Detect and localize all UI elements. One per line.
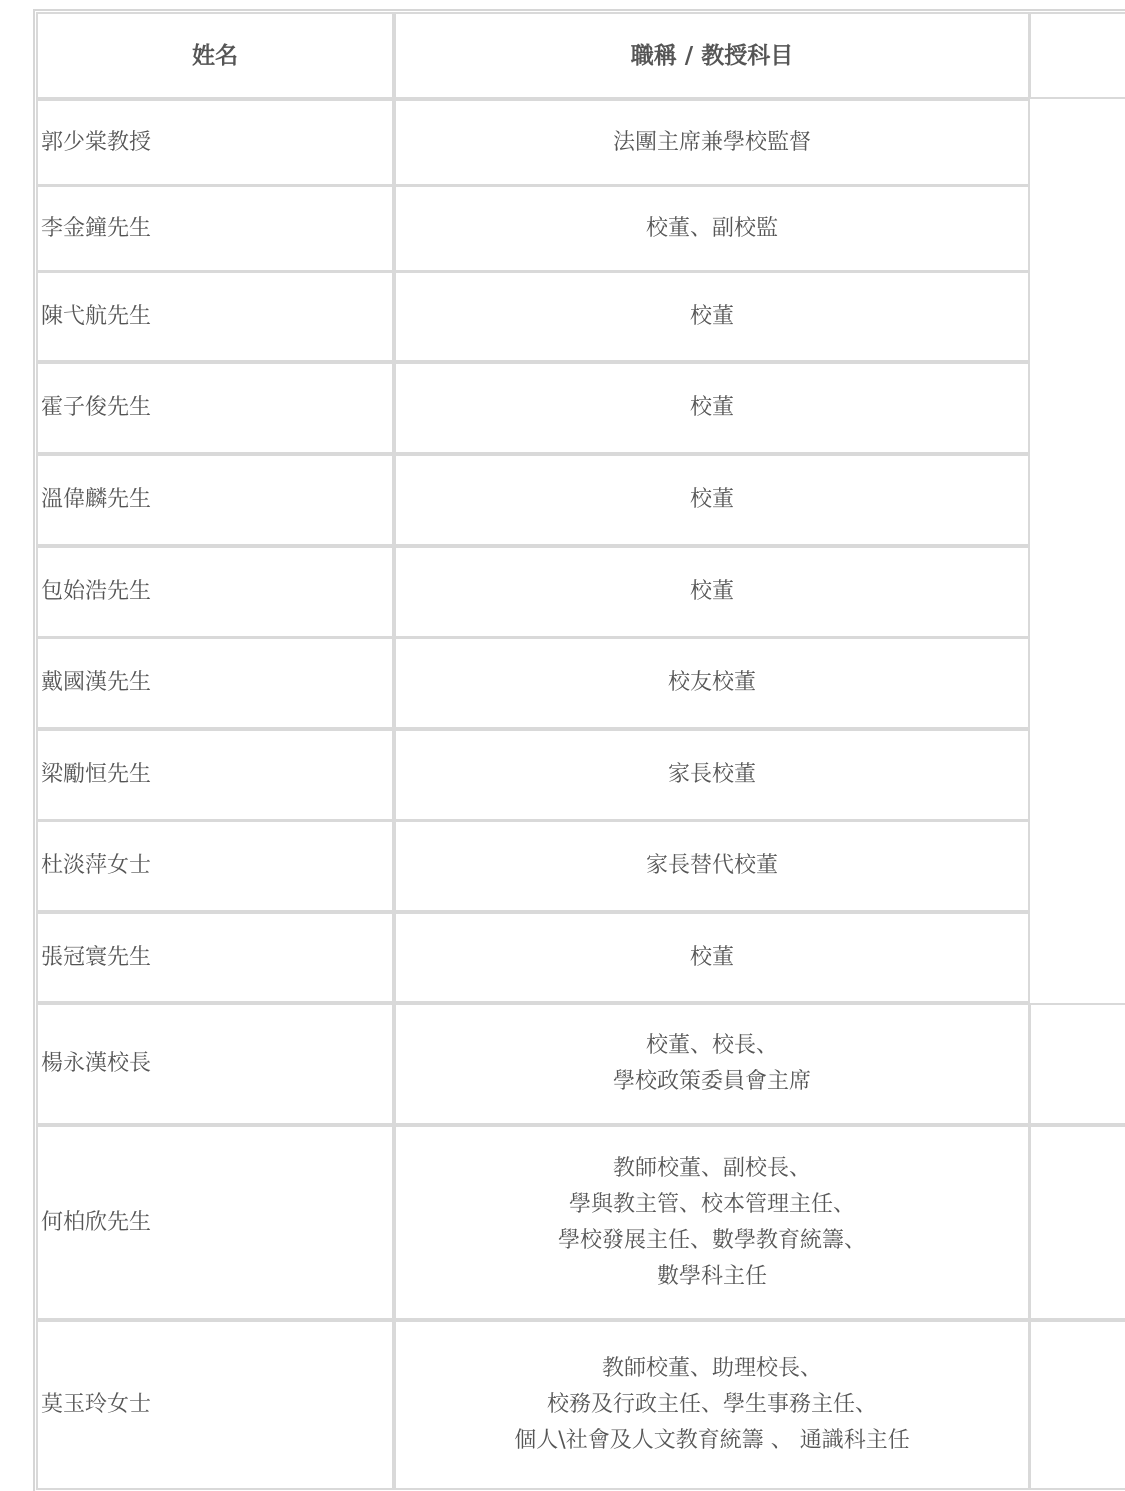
table-row-name-cell (36, 820, 394, 912)
title-line: 校友校董 (667, 670, 756, 695)
title-line: 家長替代校董 (645, 853, 778, 878)
title-line: 教師校董、副校長、 (612, 1155, 811, 1181)
table-row-title-cell (394, 637, 1030, 729)
title-lines (613, 125, 811, 161)
table-row-name-cell (36, 454, 394, 546)
person-name: 何柏欣先生 (41, 1209, 152, 1235)
table-row-name-cell (36, 362, 394, 454)
table-row-name-cell (36, 99, 394, 186)
table-row-title-cell (394, 362, 1030, 454)
title-line: 數學科主任 (656, 1263, 767, 1289)
title-line: 學校政策委員會主席 (612, 1069, 811, 1094)
table-row-name-cell (36, 1320, 394, 1490)
table-row-name-cell (36, 185, 394, 272)
table-row-title-cell (394, 99, 1030, 186)
title-lines (646, 848, 778, 884)
table-row-title-cell (394, 912, 1030, 1003)
person-name: 梁勵恒先生 (41, 762, 152, 787)
table-row-title-cell (394, 1125, 1030, 1320)
header-title (394, 12, 1030, 99)
table-row-name-cell (36, 546, 394, 638)
table-row-name-cell (36, 912, 394, 1003)
person-name: 楊永漢校長 (41, 1051, 152, 1076)
header-title-label: 職稱 / 教授科目 (630, 42, 794, 69)
person-name: 包始浩先生 (41, 579, 152, 604)
title-lines (558, 1151, 866, 1295)
third-col-cell (1029, 1125, 1125, 1320)
person-name: 郭少棠教授 (41, 129, 152, 155)
title-line: 學校發展主任、數學教育統籌、 (557, 1227, 866, 1253)
title-line: 法團主席兼學校監督 (612, 129, 811, 155)
title-line: 校董 (689, 579, 734, 604)
title-line: 校董、副校監 (645, 215, 778, 241)
title-lines (646, 211, 778, 247)
table-row-title-cell (394, 271, 1030, 362)
header-name (36, 12, 394, 99)
title-line: 校務及行政主任、學生事務主任、 (546, 1392, 877, 1417)
title-lines (690, 940, 734, 976)
table-row-name-cell (36, 637, 394, 729)
person-name: 陳弋航先生 (41, 303, 152, 329)
title-lines (514, 1351, 909, 1459)
title-lines (690, 390, 734, 426)
title-lines (690, 299, 734, 335)
table-row-title-cell (394, 1003, 1030, 1125)
title-line: 校董 (689, 303, 734, 329)
table-row-title-cell (394, 185, 1030, 272)
person-name: 戴國漢先生 (41, 670, 152, 695)
title-lines (690, 482, 734, 518)
title-lines (668, 757, 756, 793)
title-lines (668, 665, 756, 701)
third-col-cell (1029, 1320, 1125, 1490)
title-line: 校董 (689, 487, 734, 512)
person-name: 霍子俊先生 (41, 395, 152, 420)
title-line: 校董 (689, 395, 734, 420)
title-line: 校董 (689, 944, 734, 970)
third-col-cell (1029, 1003, 1125, 1125)
person-name: 莫玉玲女士 (41, 1392, 152, 1417)
title-lines (690, 574, 734, 610)
title-line: 校董、校長、 (645, 1033, 778, 1058)
person-name: 杜淡萍女士 (41, 853, 152, 878)
table-row-name-cell (36, 271, 394, 362)
table-row-title-cell (394, 1320, 1030, 1490)
person-name: 李金鐘先生 (41, 215, 152, 241)
table-row-name-cell (36, 1125, 394, 1320)
title-line: 個人\社會及人文教育統籌 、 通識科主任 (514, 1428, 910, 1453)
table-row-name-cell (36, 729, 394, 821)
table-row-name-cell (36, 1003, 394, 1125)
table-row-title-cell (394, 454, 1030, 546)
person-name: 溫偉麟先生 (41, 487, 152, 512)
title-line: 教師校董、助理校長、 (601, 1356, 822, 1381)
person-name: 張冠寰先生 (41, 944, 152, 970)
title-line: 家長校董 (667, 762, 756, 787)
table-row-title-cell (394, 729, 1030, 821)
header-name-label: 姓名 (192, 42, 238, 69)
title-line: 學與教主管、校本管理主任、 (568, 1191, 855, 1217)
table-row-title-cell (394, 546, 1030, 638)
header-third (1029, 12, 1125, 99)
table-row-title-cell (394, 820, 1030, 912)
title-lines (613, 1028, 811, 1100)
